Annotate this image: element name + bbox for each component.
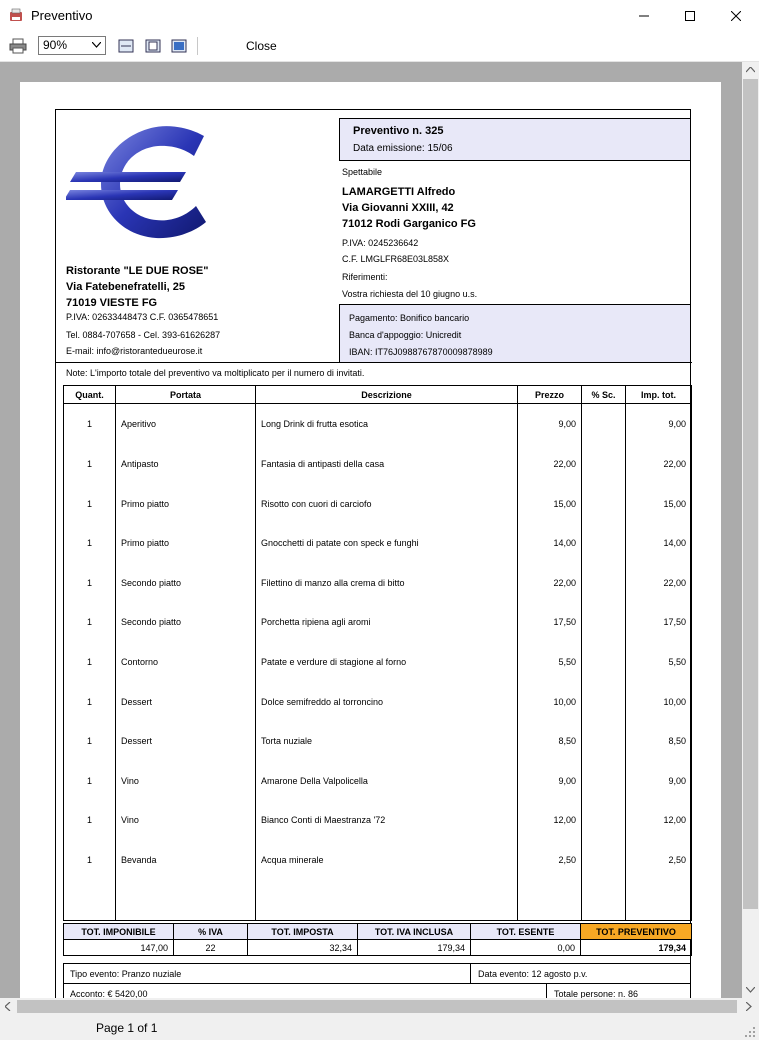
cell-course: Aperitivo [116, 404, 256, 445]
page-icon [145, 39, 161, 53]
cell-description: Bianco Conti di Maestranza '72 [256, 800, 518, 840]
cell-quantity: 1 [64, 444, 116, 484]
zoom-select[interactable] [38, 36, 106, 55]
event-row [63, 963, 691, 984]
vertical-scroll-thumb[interactable] [743, 79, 758, 909]
cell-total: 17,50 [626, 603, 692, 643]
cell-price: 15,00 [518, 484, 582, 524]
zoom-value: 90% [43, 38, 68, 52]
payment-method: Pagamento: Bonifico bancario [349, 313, 470, 323]
event-deposit: Acconto: € 5420,00 [70, 989, 148, 998]
cell-course: Secondo piatto [116, 603, 256, 643]
cell-description: Dolce semifreddo al torroncino [256, 682, 518, 722]
table-filler-row [64, 880, 692, 921]
company-street: Via Fatebenefratelli, 25 [66, 281, 186, 293]
table-row [64, 682, 692, 722]
cell-total: 10,00 [626, 682, 692, 722]
tot-quote-label: TOT. PREVENTIVO [581, 924, 692, 940]
cell-course: Vino [116, 800, 256, 840]
toolbar-separator [197, 37, 198, 55]
preview-viewport [0, 62, 742, 998]
cell-quantity: 1 [64, 404, 116, 445]
cell-price: 22,00 [518, 444, 582, 484]
cell-quantity: 1 [64, 761, 116, 801]
toolbar [0, 31, 759, 62]
cell-course: Contorno [116, 642, 256, 682]
header-course: Portata [116, 386, 256, 404]
table-row [64, 642, 692, 682]
cell-course: Antipasto [116, 444, 256, 484]
cell-price: 22,00 [518, 563, 582, 603]
fit-width-button[interactable] [116, 36, 136, 56]
page-indicator: Page 1 of 1 [96, 1021, 158, 1035]
items-table [63, 385, 692, 921]
event-date: Data evento: 12 agosto p.v. [478, 969, 588, 979]
close-icon [731, 11, 741, 21]
header-discount: % Sc. [582, 386, 626, 404]
tot-taxable-label: TOT. IMPONIBILE [64, 924, 174, 940]
company-tax: P.IVA: 02633448473 C.F. 0365478651 [66, 312, 219, 322]
document-page [20, 82, 721, 998]
note: Note: L'importo totale del preventivo va moltiplicato per il numero di invitati. [66, 368, 365, 378]
cell-course: Dessert [116, 721, 256, 761]
cell-total: 12,00 [626, 800, 692, 840]
cell-description: Patate e verdure di stagione al forno [256, 642, 518, 682]
cell-price: 14,00 [518, 523, 582, 563]
cell-course: Primo piatto [116, 484, 256, 524]
window-title: Preventivo [31, 8, 93, 23]
deposit-row [63, 984, 691, 998]
vat-rate-label: % IVA [174, 924, 248, 940]
app-icon [8, 7, 24, 23]
header-total: Imp. tot. [626, 386, 692, 404]
cell-description: Filettino di manzo alla crema di bitto [256, 563, 518, 603]
table-row [64, 800, 692, 840]
cell-total: 2,50 [626, 840, 692, 880]
horizontal-scrollbar[interactable] [0, 998, 759, 1015]
header-quantity: Quant. [64, 386, 116, 404]
divider [56, 362, 692, 363]
cell-course: Primo piatto [116, 523, 256, 563]
customer-name: LAMARGETTI Alfredo [342, 186, 456, 198]
cell-price: 9,00 [518, 404, 582, 445]
quote-box [339, 118, 691, 161]
cell-price: 5,50 [518, 642, 582, 682]
cell-total: 8,50 [626, 721, 692, 761]
table-header [64, 386, 692, 404]
cell-description: Risotto con cuori di carciofo [256, 484, 518, 524]
cell-discount [582, 642, 626, 682]
close-button[interactable]: Close [246, 39, 277, 53]
scroll-right-icon[interactable] [746, 1002, 752, 1011]
header-description: Descrizione [256, 386, 518, 404]
reference-text: Vostra richiesta del 10 giugno u.s. [342, 289, 478, 299]
cell-discount [582, 484, 626, 524]
cell-quantity: 1 [64, 682, 116, 722]
maximize-icon [685, 11, 695, 21]
cell-total: 5,50 [626, 642, 692, 682]
divider [546, 984, 547, 998]
cell-quantity: 1 [64, 563, 116, 603]
euro-logo [66, 124, 211, 242]
customer-city: 71012 Rodi Garganico FG [342, 218, 476, 230]
payment-box [339, 304, 691, 363]
full-page-button[interactable] [169, 36, 189, 56]
minimize-button[interactable] [621, 0, 667, 31]
full-page-icon [171, 39, 187, 53]
horizontal-scroll-thumb[interactable] [17, 1000, 737, 1013]
cell-discount [582, 840, 626, 880]
cell-price: 12,00 [518, 800, 582, 840]
cell-total: 9,00 [626, 404, 692, 445]
cell-description: Amarone Della Valpolicella [256, 761, 518, 801]
title-bar [0, 0, 759, 32]
cell-discount [582, 761, 626, 801]
cell-quantity: 1 [64, 523, 116, 563]
company-name: Ristorante "LE DUE ROSE" [66, 265, 209, 277]
minimize-icon [639, 11, 649, 21]
cell-quantity: 1 [64, 800, 116, 840]
print-button[interactable] [8, 36, 28, 56]
cell-description: Acqua minerale [256, 840, 518, 880]
payment-bank: Banca d'appoggio: Unicredit [349, 330, 462, 340]
cell-discount [582, 523, 626, 563]
printer-icon [9, 38, 27, 54]
table-row [64, 840, 692, 880]
customer-cf: C.F. LMGLFR68E03L858X [342, 254, 450, 264]
table-row [64, 563, 692, 603]
customer-label: Spettabile [342, 167, 383, 177]
cell-quantity: 1 [64, 840, 116, 880]
table-row [64, 603, 692, 643]
scroll-up-icon[interactable] [746, 67, 755, 73]
tot-tax-value: 32,34 [248, 940, 358, 956]
table-row [64, 444, 692, 484]
scroll-left-icon[interactable] [5, 1002, 11, 1011]
quote-date: Data emissione: 15/06 [353, 143, 453, 154]
cell-total: 9,00 [626, 761, 692, 801]
cell-description: Long Drink di frutta esotica [256, 404, 518, 445]
table-row [64, 761, 692, 801]
customer-piva: P.IVA: 0245236642 [342, 238, 419, 248]
cell-discount [582, 404, 626, 445]
tot-taxable-value: 147,00 [64, 940, 174, 956]
tot-exempt-value: 0,00 [471, 940, 581, 956]
cell-total: 15,00 [626, 484, 692, 524]
cell-quantity: 1 [64, 484, 116, 524]
event-persons: Totale persone: n. 86 [554, 989, 639, 998]
close-window-button[interactable] [713, 0, 759, 31]
tot-vat-incl-label: TOT. IVA INCLUSA [358, 924, 471, 940]
cell-discount [582, 682, 626, 722]
cell-course: Vino [116, 761, 256, 801]
cell-description: Gnocchetti di patate con speck e funghi [256, 523, 518, 563]
tot-exempt-label: TOT. ESENTE [471, 924, 581, 940]
tot-quote-value: 179,34 [581, 940, 692, 956]
cell-discount [582, 563, 626, 603]
cell-discount [582, 444, 626, 484]
cell-course: Dessert [116, 682, 256, 722]
cell-description: Porchetta ripiena agli aromi [256, 603, 518, 643]
company-email: E-mail: info@ristorantedueurose.it [66, 346, 203, 356]
cell-description: Fantasia di antipasti della casa [256, 444, 518, 484]
totals-header [64, 924, 692, 940]
table-row [64, 404, 692, 445]
table-row [64, 484, 692, 524]
cell-quantity: 1 [64, 642, 116, 682]
tot-tax-label: TOT. IMPOSTA [248, 924, 358, 940]
vertical-scrollbar[interactable] [742, 62, 759, 998]
cell-total: 14,00 [626, 523, 692, 563]
company-city: 71019 VIESTE FG [66, 297, 158, 309]
table-row [64, 721, 692, 761]
resize-grip-icon[interactable] [744, 1026, 756, 1038]
cell-price: 2,50 [518, 840, 582, 880]
fit-width-icon [118, 39, 134, 53]
quote-number: Preventivo n. 325 [353, 125, 444, 137]
scroll-down-icon[interactable] [746, 987, 755, 993]
single-page-button[interactable] [143, 36, 163, 56]
totals-table [63, 923, 692, 956]
cell-quantity: 1 [64, 603, 116, 643]
cell-quantity: 1 [64, 721, 116, 761]
reference-label: Riferimenti: [342, 272, 388, 282]
quote-document [55, 109, 691, 998]
cell-discount [582, 603, 626, 643]
event-type: Tipo evento: Pranzo nuziale [70, 969, 182, 979]
vat-rate-value: 22 [174, 940, 248, 956]
cell-course: Secondo piatto [116, 563, 256, 603]
company-phone: Tel. 0884-707658 - Cel. 393-61626287 [66, 330, 221, 340]
customer-street: Via Giovanni XXIII, 42 [342, 202, 454, 214]
cell-price: 8,50 [518, 721, 582, 761]
cell-price: 10,00 [518, 682, 582, 722]
maximize-button[interactable] [667, 0, 713, 31]
cell-course: Bevanda [116, 840, 256, 880]
cell-discount [582, 721, 626, 761]
totals-values [64, 940, 692, 956]
cell-total: 22,00 [626, 563, 692, 603]
table-row [64, 523, 692, 563]
cell-price: 17,50 [518, 603, 582, 643]
header-price: Prezzo [518, 386, 582, 404]
chevron-down-icon [92, 42, 101, 48]
status-bar [0, 1015, 759, 1040]
cell-price: 9,00 [518, 761, 582, 801]
payment-iban: IBAN: IT76J0988767870009878989 [349, 347, 493, 357]
cell-description: Torta nuziale [256, 721, 518, 761]
divider [470, 964, 471, 983]
tot-vat-incl-value: 179,34 [358, 940, 471, 956]
cell-total: 22,00 [626, 444, 692, 484]
cell-discount [582, 800, 626, 840]
